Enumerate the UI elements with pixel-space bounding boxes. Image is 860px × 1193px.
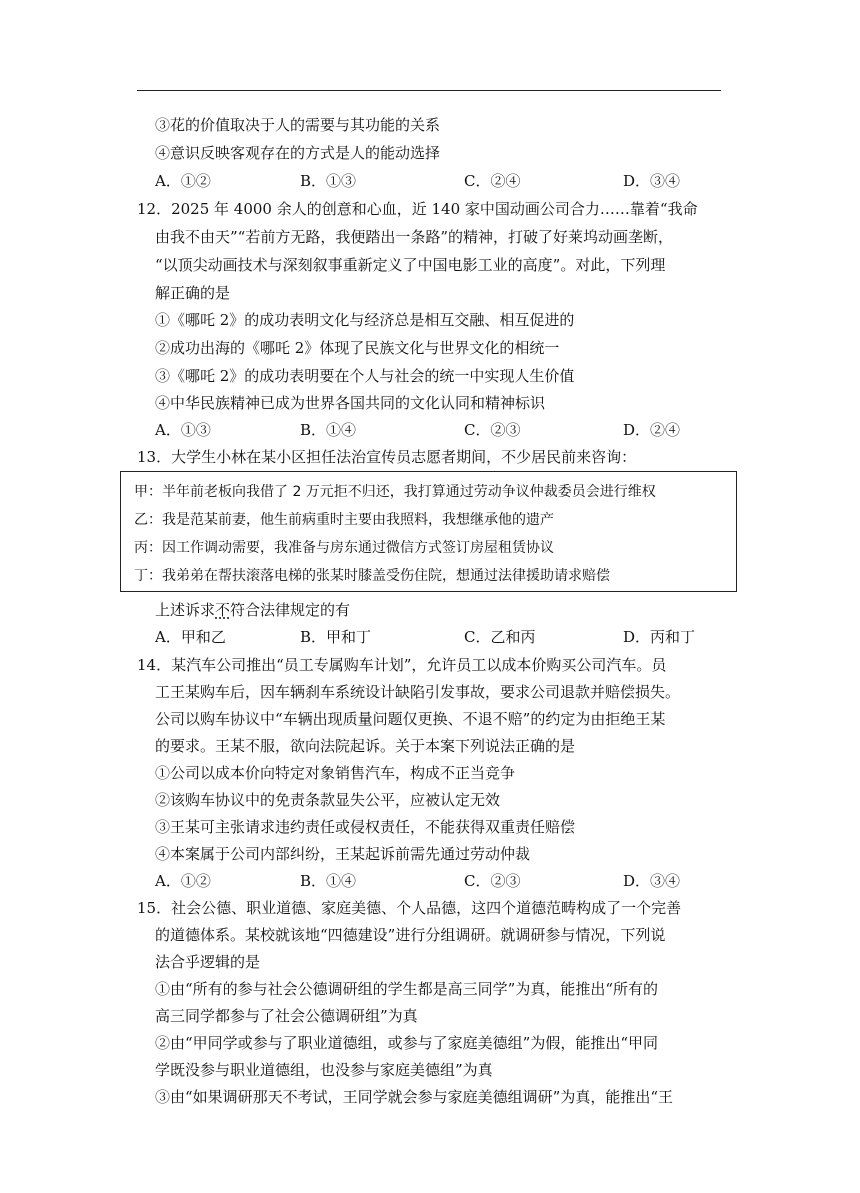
q13-question-emphasis: 不 — [215, 601, 231, 619]
q13-option-d: D．丙和丁 — [623, 628, 696, 646]
q11-option-d: D．③④ — [623, 172, 681, 190]
q13-option-b: B．甲和丁 — [300, 628, 372, 646]
q13-box-line-jia: 甲：半年前老板向我借了 2 万元拒不归还，我打算通过劳动争议仲裁委员会进行维权 — [134, 484, 656, 500]
q12-option-c: C．②③ — [464, 421, 521, 439]
q15-stem-line-1: 15．社会公德、职业道德、家庭美德、个人品德，这四个道德范畴构成了一个完善 — [137, 899, 682, 917]
q13-box-line-bing: 丙：因工作调动需要，我准备与房东通过微信方式签订房屋租赁协议 — [134, 540, 554, 556]
q12-stem-line-3: “以顶尖动画技术与深刻叙事重新定义了中国电影工业的高度”。对此，下列理 — [155, 256, 666, 274]
q14-stem-line-1: 14．某汽车公司推出“员工专属购车计划”，允许员工以成本价购买公司汽车。员 — [137, 656, 667, 674]
q12-item-4: ④中华民族精神已成为世界各国共同的文化认同和精神标识 — [155, 394, 546, 412]
q14-option-c: C．②③ — [464, 872, 521, 890]
q12-option-b: B．①④ — [300, 421, 357, 439]
q14-option-b: B．①④ — [300, 872, 357, 890]
q11-item-3: ③花的价值取决于人的需要与其功能的关系 — [155, 116, 441, 134]
q15-item-2-line-1: ②由“甲同学或参与了职业道德组，或参与了家庭美德组”为假，能推出“甲同 — [155, 1034, 659, 1052]
q15-item-1-line-2: 高三同学都参与了社会公德调研组”为真 — [155, 1007, 418, 1025]
q13-option-a: A．甲和乙 — [155, 628, 226, 646]
q14-option-d: D．③④ — [623, 872, 681, 890]
q12-stem-line-4: 解正确的是 — [155, 284, 231, 302]
q11-option-c: C．②④ — [464, 172, 521, 190]
q11-item-4: ④意识反映客观存在的方式是人的能动选择 — [155, 144, 441, 162]
q12-item-3: ③《哪吒 2》的成功表明要在个人与社会的统一中实现人生价值 — [155, 367, 575, 385]
q14-stem-line-2: 工王某购车后，因车辆刹车系统设计缺陷引发事故，要求公司退款并赔偿损失。 — [155, 683, 681, 701]
q11-option-a: A．①② — [155, 172, 211, 190]
q13-option-c: C．乙和丙 — [464, 628, 536, 646]
q14-item-1: ①公司以成本价向特定对象销售汽车，构成不正当竞争 — [155, 764, 516, 782]
q12-item-2: ②成功出海的《哪吒 2》体现了民族文化与世界文化的相统一 — [155, 339, 560, 357]
q15-stem-line-3: 法合乎逻辑的是 — [155, 953, 261, 971]
q14-item-4: ④本案属于公司内部纠纷，王某起诉前需先通过劳动仲裁 — [155, 845, 531, 863]
q11-option-b: B．①③ — [300, 172, 357, 190]
q12-stem-line-1: 12．2025 年 4000 余人的创意和心血，近 140 家中国动画公司合力……靠着“我命 — [137, 200, 698, 218]
header-rule — [137, 90, 721, 91]
q14-item-2: ②该购车协议中的免责条款显失公平，应被认定无效 — [155, 791, 501, 809]
q13-box-line-yi: 乙：我是范某前妻，他生前病重时主要由我照料，我想继承他的遗产 — [134, 512, 554, 528]
q13-box-line-ding: 丁：我弟弟在帮扶滚落电梯的张某时膝盖受伤住院，想通过法律援助请求赔偿 — [134, 568, 610, 584]
q13-consultation-box — [120, 471, 737, 592]
q13-question-post: 符合法律规定的有 — [230, 601, 351, 619]
q15-item-3-line-1: ③由“如果调研那天不考试，王同学就会参与家庭美德组调研”为真，能推出“王 — [155, 1088, 674, 1106]
q12-option-d: D．②④ — [623, 421, 681, 439]
q15-stem-line-2: 的道德体系。某校就该地“四德建设”进行分组调研。就调研参与情况，下列说 — [155, 926, 666, 944]
q15-item-2-line-2: 学既没参与职业道德组，也没参与家庭美德组”为真 — [155, 1061, 493, 1079]
q13-question — [155, 600, 350, 620]
q14-stem-line-3: 公司以购车协议中“车辆出现质量问题仅更换、不退不赔”的约定为由拒绝王某 — [155, 710, 666, 728]
q12-item-1: ①《哪吒 2》的成功表明文化与经济总是相互交融、相互促进的 — [155, 311, 575, 329]
q13-stem: 13．大学生小林在某小区担任法治宣传员志愿者期间，不少居民前来咨询： — [137, 448, 637, 466]
q14-item-3: ③王某可主张请求违约责任或侵权责任，不能获得双重责任赔偿 — [155, 818, 576, 836]
q15-item-1-line-1: ①由“所有的参与社会公德调研组的学生都是高三同学”为真，能推出“所有的 — [155, 980, 659, 998]
q12-stem-line-2: 由我不由天”“若前方无路，我便踏出一条路”的精神，打破了好莱坞动画垄断， — [155, 228, 674, 246]
q13-question-pre: 上述诉求 — [155, 601, 216, 619]
q14-option-a: A．①② — [155, 872, 211, 890]
q14-stem-line-4: 的要求。王某不服，欲向法院起诉。关于本案下列说法正确的是 — [155, 737, 576, 755]
q12-option-a: A．①③ — [155, 421, 211, 439]
